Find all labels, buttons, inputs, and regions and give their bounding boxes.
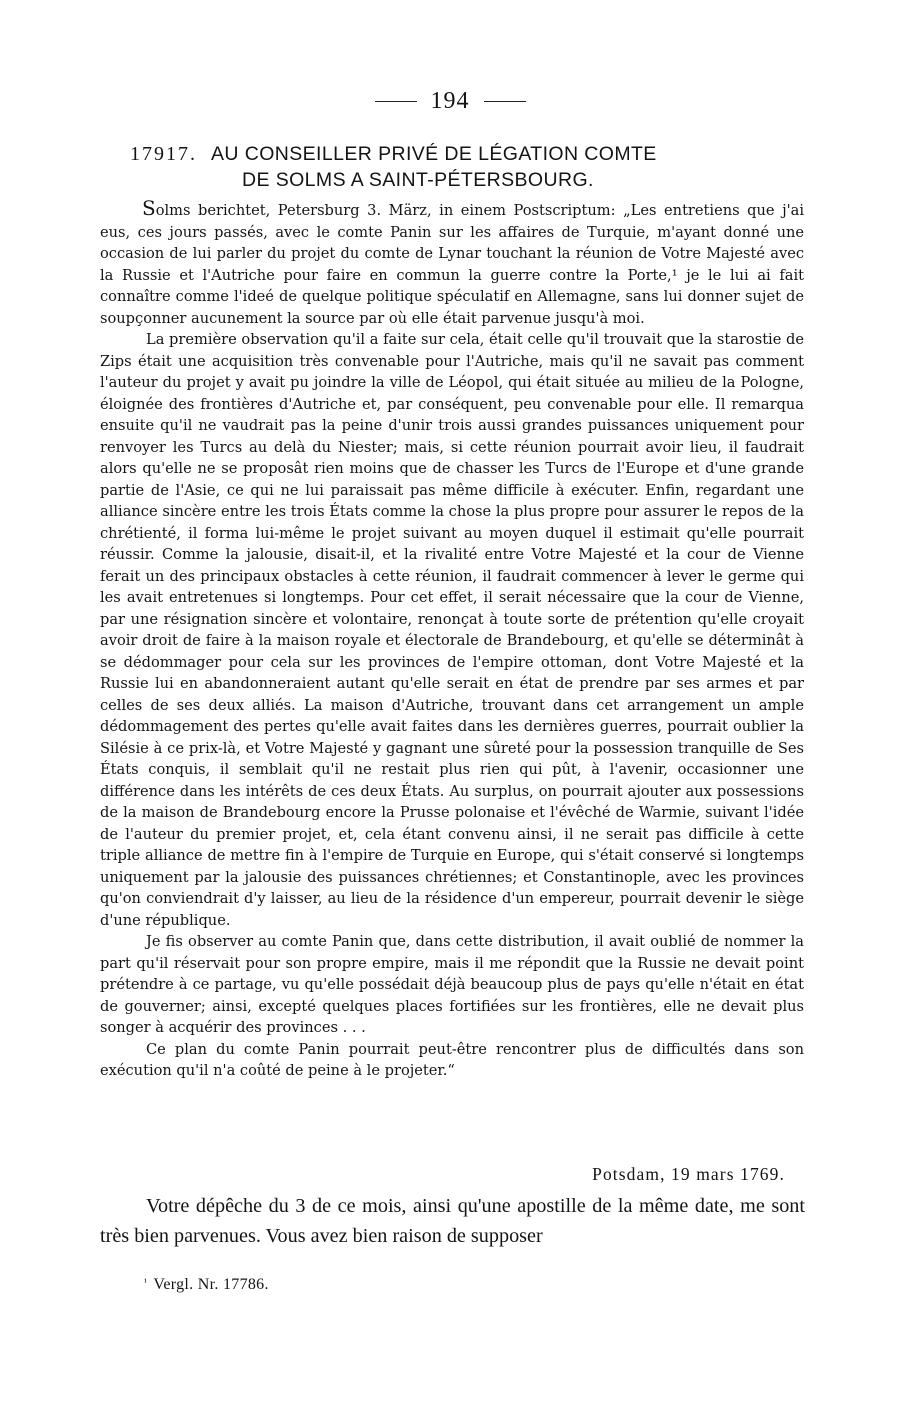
footnote-text: Vergl. Nr. 17786. [153,1276,269,1293]
document-number: 17917. [130,143,197,165]
place-date-signoff: Potsdam, 19 mars 1769. [592,1164,785,1184]
letter-text [100,1191,805,1251]
heading-line-2: DE SOLMS A SAINT-PÉTERSBOURG. [242,169,594,191]
body-text [100,196,804,1082]
document-heading [130,141,780,193]
page-number: 194 [430,87,470,114]
paragraph: Je fis observer au comte Panin que, dans cette distribution, il avait oublié de nommer la part qu'il réservait pour son propre empire, mais il me répondit que la Russie ne devait point prétendre à ce partage, vu qu'elle possédait déjà beaucoup plus de pays qu'elle n'était en état de gouverner; ainsi, excepté quelques places fortifiées sur les frontières, elle ne devait plus songer à acquérir des provinces . . . [100,933,804,1036]
page-number-dash-left [375,101,417,102]
page-number-dash-right [484,101,526,102]
letter-opening: Votre dépêche du 3 de ce mois, ainsi qu'une apostille de la même date, me sont très bien parvenues. Vous avez bien raison de supposer [100,1195,805,1247]
paragraph: Ce plan du comte Panin pourrait peut-être rencontrer plus de difficultés dans son exécution qu'il n'a coûté de peine à le projeter.“ [100,1040,804,1079]
footnote [144,1276,269,1294]
page-number-line [0,86,900,116]
intro-paragraph [100,196,804,329]
intro-text: olms berichtet, Petersburg 3. März, in einem Postscriptum: „Les entretiens que j'ai eus, ces jours passés, avec le comte Panin sur les affaires de Turquie, m'ayant donné une occasion de lui parler du projet du comte de Lynar touchant la réunion de Votre Majesté avec la Russie et l'Autriche pour faire en commun la guerre contre la Porte,¹ je le lui ai fait connaître comme l'ideé de quelque politique spéculatif en Allemagne, sans lui donner sujet de soupçonner aucunement la source par où elle était parvenue jusqu'à moi. [100,202,804,327]
heading-line-1: AU CONSEILLER PRIVÉ DE LÉGATION COMTE [211,143,657,165]
footnote-marker: ¹ [144,1277,148,1288]
intro-initial: S [142,196,156,220]
paragraph: La première observation qu'il a faite sur cela, était celle qu'il trouvait que la starostie de Zips était une acquisition très convenable pour l'Autriche, mais qu'il ne savait pas comment l'auteur du projet y avait pu joindre la ville de Léopol, qui était située au milieu de la Pologne, éloignée des frontières d'Autriche et, par conséquent, peu convenable pour elle. Il remarqua ensuite qu'il ne vaudrait pas la peine d'unir trois aussi grandes puissances uniquement pour renvoyer les Turcs au delà du Niester; mais, si cette réunion pourrait avoir lieu, il faudrait alors qu'elle ne se proposât rien moins que de chasser les Turcs de l'Europe et d'une grande partie de l'Asie, ce qui ne lui paraissait pas même difficile à exécuter. Enfin, regardant une alliance sincère entre les trois États comme la chose la plus propre pour assurer le repos de la chrétienté, il forma lui-même le projet suivant au moyen duquel il estimait qu'elle pourrait réussir. Comme la jalousie, disait-il, et la rivalité entre Votre Majesté et la cour de Vienne ferait un des principaux obstacles à cette réunion, il faudrait commencer à lever le germe qui les avait entretenues si longtemps. Pour cet effet, il serait nécessaire que la cour de Vienne, par une résignation sincère et volontaire, renonçat à toute sorte de prétention qu'elle croyait avoir droit de faire à la maison royale et électorale de Brandebourg, et qu'elle se déterminât à se dédommager pour cela sur les provinces de l'empire ottoman, dont Votre Majesté et la Russie lui en abandonneraient autant qu'elle serait en état de prendre par ses armes et par celles de ses deux alliés. La maison d'Autriche, trouvant dans cet arrangement un ample dédommagement des pertes qu'elle avait faites dans les dernières guerres, pourrait oublier la Silésie à ce prix-là, et Votre Majesté y gagnant une sûreté pour la possession tranquille de Ses États conquis, il semblait qu'il ne restait plus rien qui pût, à l'avenir, occasionner une différence dans les intérêts de ces deux États. Au surplus, on pourrait ajouter aux possessions de la maison de Brandebourg encore la Prusse polonaise et l'évêché de Warmie, suivant l'idée de l'auteur du premier projet, et, cela étant convenu ainsi, il ne serait pas difficile à cette triple alliance de mettre fin à l'empire de Turquie en Europe, qui s'était conservé si longtemps uniquement par la jalousie des puissances chrétiennes; et Constantinople, avec les provinces qu'on conviendrait d'y laisser, au lieu de la résidence d'un empereur, pourrait devenir le siège d'une république. [100,331,804,929]
